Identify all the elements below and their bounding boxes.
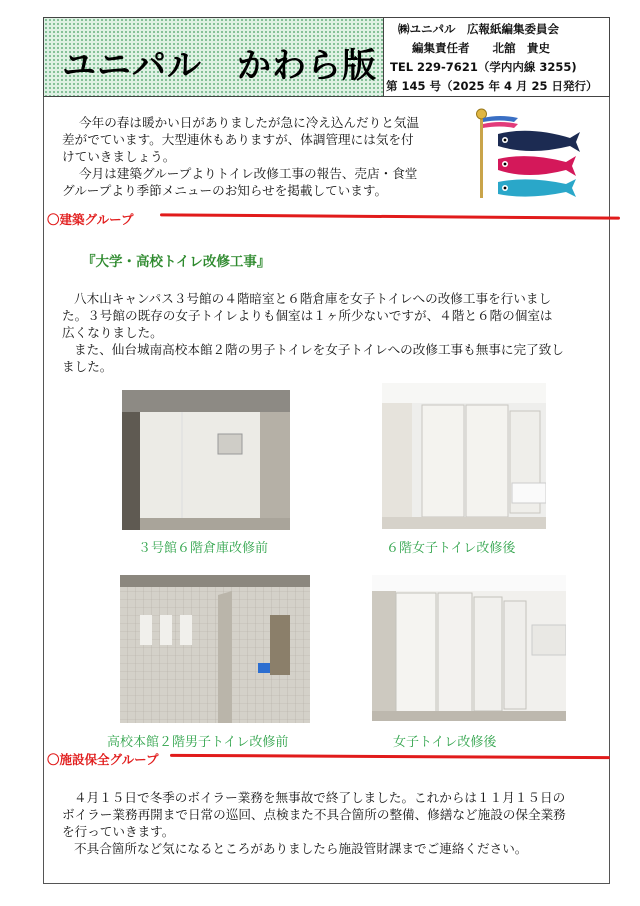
section-heading-facility: 〇施設保全グループ bbox=[47, 752, 159, 767]
article-line: 八木山キャンパス３号館の４階暗室と６階倉庫を女子トイレへの改修工事を行いまし bbox=[74, 291, 552, 306]
facility-line: ボイラー業務再開まで日常の巡回、点検また不具合箇所の整備、修繕など施設の保全業務 bbox=[62, 807, 566, 822]
contact-tel: TEL 229-7621（学内内線 3255) bbox=[390, 60, 577, 74]
intro-line: 今年の春は暖かい日がありましたが急に冷え込んだりと気温 bbox=[79, 115, 420, 130]
photo-caption: ６階女子トイレ改修後 bbox=[386, 541, 516, 556]
intro-text bbox=[62, 114, 462, 199]
intro-line: 今月は建築グループよりトイレ改修工事の報告、売店・食堂 bbox=[79, 166, 418, 181]
intro-line: グループより季節メニューのお知らせを掲載しています。 bbox=[62, 183, 388, 198]
photo-womens-toilet-6f-after bbox=[382, 383, 546, 529]
article-line: 広くなりました。 bbox=[62, 325, 163, 340]
facility-line: を行っていきます。 bbox=[62, 824, 175, 839]
article-line: また、仙台城南高校本館２階の男子トイレを女子トイレへの改修工事も無事に完了致し bbox=[74, 342, 564, 357]
black-carp-icon bbox=[498, 131, 580, 152]
facility-line: ４月１５日で冬季のボイラー業務を無事故で終了しました。これからは１１月１５日の bbox=[74, 790, 566, 805]
publisher-org: ㈱ユニパル 広報紙編集委員会 bbox=[398, 22, 559, 36]
article-body bbox=[62, 290, 612, 375]
article-line: た。３号館の既存の女子トイレよりも個室は１ヶ所少ないですが、４階と６階の個室は bbox=[62, 308, 553, 323]
koinobori-illustration bbox=[470, 104, 582, 200]
facility-body bbox=[62, 789, 612, 857]
editor-in-charge: 編集責任者 北舘 貴史 bbox=[412, 41, 550, 55]
red-carp-icon bbox=[498, 156, 576, 176]
article-subheading: 『大学・高校トイレ改修工事』 bbox=[82, 254, 271, 270]
newsletter-title: ユニパル かわら版 bbox=[62, 46, 377, 86]
photo-caption: 高校本館２階男子トイレ改修前 bbox=[107, 735, 289, 750]
pole-icon bbox=[480, 118, 483, 198]
photo-mens-toilet-before bbox=[120, 575, 310, 723]
photo-womens-toilet-after bbox=[372, 575, 566, 721]
photo-caption: ３号館６階倉庫改修前 bbox=[138, 541, 269, 556]
photo-storage-before bbox=[122, 390, 290, 530]
intro-line: 差がでています。大型連休もありますが、体調管理には気を付 bbox=[62, 132, 414, 147]
issue-number: 第 145 号（2025 年 4 月 25 日発行） bbox=[386, 79, 598, 93]
article-line: ました。 bbox=[62, 359, 113, 374]
intro-line: けていきましょう。 bbox=[62, 149, 176, 164]
section-heading-building: 〇建築グループ bbox=[47, 212, 134, 227]
masthead-info bbox=[384, 17, 610, 97]
photo-caption: 女子トイレ改修後 bbox=[393, 735, 497, 750]
blue-carp-icon bbox=[498, 179, 576, 197]
masthead-banner bbox=[43, 17, 384, 97]
facility-line: 不具合箇所など気になるところがありましたら施設管財課までご連絡ください。 bbox=[74, 841, 528, 856]
